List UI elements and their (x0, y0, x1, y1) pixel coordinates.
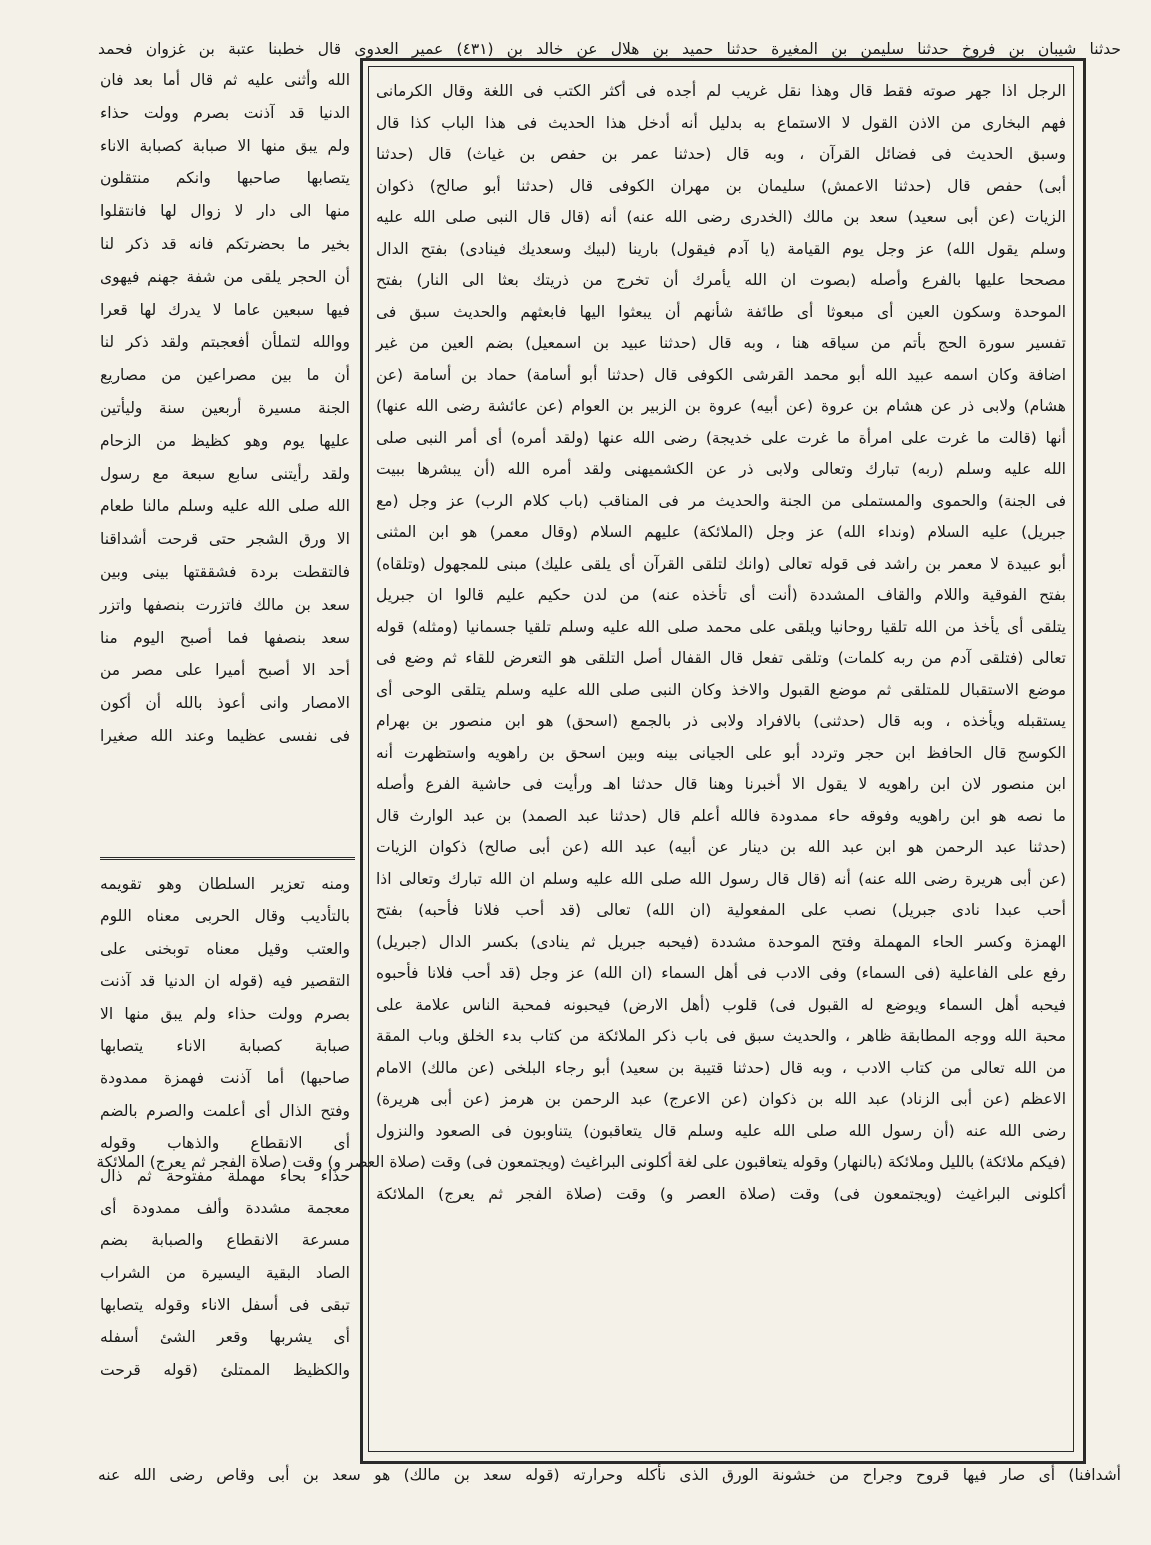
margin-text-line: الامصار وانى أعوذ بالله أن أكون (100, 694, 350, 713)
margin-gloss-line: ومنه تعزير السلطان وهو تقويمه (100, 875, 350, 893)
main-text-line: أنها (قالت ما غرت على امرأة ما غرت على خديجة) رضى الله عنها (ولقد أمره) أى أمر النبى صلى (376, 428, 1066, 447)
margin-text-line: الله صلى الله عليه وسلم مالنا طعام (100, 497, 350, 516)
main-text-line: الاعظم (عن أبى الزناد) عبد الله بن ذكوان (عن الاعرج) عبد الرحمن بن هرمز (عن أبى هريرة) (376, 1090, 1066, 1108)
main-text-line: الهمزة وكسر الحاء المهملة وفتح الموحدة مشددة (فيحبه جبريل ثم ينادى) بكسر الدال (جبريل) (376, 932, 1066, 951)
margin-gloss-line: معجمة مشددة وألف ممدودة أى (100, 1198, 350, 1217)
margin-text-line: ولم يبق منها الا صبابة كصبابة الاناء (100, 136, 350, 155)
margin-gloss-line: والعتب وقيل معناه توبخنى على (100, 939, 350, 958)
main-text-line: رضى الله عنه (أن رسول الله صلى الله عليه وسلم قال يتعاقبون) يتناوبون فى الصعود والنزول (376, 1121, 1066, 1140)
main-text-line: فى الجنة) والحموى والمستملى من الجنة والحديث مر فى المناقب (باب كلام الرب) عز وجل (مع (376, 491, 1066, 510)
margin-text-line: فى نفسى عظيما وعند الله صغيرا (100, 726, 350, 745)
margin-text-line: منها الى دار لا زوال لها فانتقلوا (100, 202, 350, 221)
main-text-line: الله عليه وسلم (ربه) تبارك وتعالى ولابى ذر عن الكشميهنى ولقد أمره الله (أن يبشرها ببيت (376, 460, 1066, 478)
margin-gloss-line: مسرعة الانقطاع والصبابة بضم (100, 1231, 350, 1250)
main-text-line: وسلم يقول الله) عز وجل يوم القيامة (يا آدم فيقول) بارينا (لبيك وسعديك فينادى) بفتح الدال (376, 239, 1066, 258)
margin-gloss-line: وفتح الذال أى أعلمت والصرم بالضم (100, 1101, 350, 1120)
main-text-line: (حدثنا عبد الرحمن هو ابن عبد الله بن دينار عن أبيه) عبد الله (عن أبى صالح) ذكوان الزيات (376, 838, 1066, 856)
margin-gloss-line: والكظيظ الممتلئ (قوله قرحت (100, 1360, 350, 1379)
margin-hadith-column (100, 64, 350, 854)
main-text-line: تفسير سورة الحج بأتم من سياقه هنا ، وبه قال (حدثنا عبيد بن اسمعيل) بضم العين من غير (376, 334, 1066, 352)
top-running-line: حدثنا شيبان بن فروخ حدثنا سليمن بن المغيرة حدثنا حميد بن هلال عن خالد بن (٤٣١) عمير العدوى قال خطبنا عتبة بن غزوان فحمد (98, 40, 1121, 58)
margin-text-line: الدنيا قد آذنت بصرم وولت حذاء (100, 103, 350, 122)
main-text-line: وسبق الحديث فى فضائل القرآن ، وبه قال (حدثنا عمر بن حفص بن غياث) قال (حدثنا (376, 145, 1066, 163)
margin-text-line: الجنة مسيرة أربعين سنة وليأتين (100, 398, 350, 417)
margin-gloss-line: بصرم وولت حذاء ولم يبق منها الا (100, 1004, 350, 1023)
main-text-line: أبى) حفص قال (حدثنا الاعمش) سليمان بن مهران الكوفى قال (حدثنا أبو صالح) ذكوان (376, 176, 1066, 195)
margin-text-line: ووالله لتملأن أفعجبتم ولقد ذكر لنا (100, 333, 350, 352)
main-text-line: أحب عبدا نادى جبريل) نصب على المفعولية (ان الله) تعالى (قد أحب فلانا فأحبه) بفتح (376, 901, 1066, 919)
main-text-line: ما نصه هو ابن راهويه وفوقه حاء ممدودة فالله أعلم قال (حدثنا عبد الصمد) بن عبد الوارث قال (376, 806, 1066, 825)
margin-text-line: أن الحجر يلقى من شفة جهنم فيهوى (100, 267, 350, 286)
main-text-line: مصححا عليها بالفرع وأصله (بصوت ان الله يأمرك أن تخرج من ذريتك بعثا الى النار) بفتح (376, 271, 1066, 289)
main-text-line: أكلونى البراغيث (ويجتمعون فى) وقت (صلاة العصر و) وقت (صلاة الفجر ثم يعرج) الملائكة (376, 1184, 1066, 1203)
margin-gloss-line: صاحبها) أما آذنت فهمزة ممدودة (100, 1069, 350, 1088)
margin-divider (100, 857, 355, 860)
bottom-running-line: أشدافنا) أى صار فيها قروح وجراح من خشونة الورق الذى نأكله وحرارته (قوله سعد بن مالك) هو سعد بن أبى وقاص رضى الله عنه (98, 1466, 1121, 1484)
main-text-line: فهم البخارى من الاذن القول لا الاستماع به بدليل أنه أدخل هذا الحديث فى هذا الباب كذا قال (376, 113, 1066, 132)
margin-gloss-line: تبقى فى أسفل الاناء وقوله يتصابها (100, 1296, 350, 1315)
margin-gloss-line: التقصير فيه (قوله ان الدنيا قد آذنت (100, 972, 350, 991)
main-text-line: (فيكم ملائكة) بالليل وملائكة (بالنهار) وقوله يتعاقبون على لغة أكلونى البراغيث (ويجتمعون فى) وقت (صلاة العصر و) وقت (صلاة الفجر ثم يعرج) الملائكة (96, 1153, 1066, 1171)
margin-text-line: فيها سبعين عاما لا يدرك لها قعرا (100, 300, 350, 319)
margin-text-line: سعد بن مالك فاتزرت بنصفها واتزر (100, 595, 350, 614)
margin-text-line: بخير ما بحضرتكم فانه قد ذكر لنا (100, 234, 350, 253)
margin-gloss-column (100, 868, 350, 1458)
margin-text-line: الله وأثنى عليه ثم قال أما بعد فان (100, 71, 350, 89)
main-text-line: بفتح الفوقية واللام والقاف المشددة (أنت أى تأخذه عنه) من لدن حكيم عليم قالوا ان جبريل (376, 586, 1066, 604)
margin-text-line: الا ورق الشجر حتى قرحت أشداقنا (100, 530, 350, 549)
main-text-line: اضافة وكان اسمه عبيد الله أبو محمد القرشى الكوفى قال (حدثنا أبو أسامة) حماد بن أسامة (عن (376, 365, 1066, 384)
margin-gloss-line: صبابة كصبابة الاناء يتصابها (100, 1036, 350, 1055)
main-text-line: محبة الله ووجه المطابقة ظاهر ، والحديث سبق فى باب ذكر الملائكة من كتاب بدء الخلق وباب المقة (376, 1027, 1066, 1045)
margin-gloss-line: أى يشربها وقعر الشئ أسفله (100, 1328, 350, 1347)
margin-text-line: عليها يوم وهو كظيظ من الزحام (100, 431, 350, 450)
main-text-line: يستقبله ويأخذه ، وبه قال (حدثنى) بالافراد ولابى ذر بالجمع (اسحق) هو ابن منصور بن بهرام (376, 712, 1066, 730)
main-text-line: يتلقى أى يأخذ من الله تلقيا روحانيا ويلقى على محمد صلى الله عليه وسلم تلقيا جسمانيا (ومثله) قوله (376, 617, 1066, 636)
main-text-line: ابن منصور لان ابن راهويه لا يقول الا أخبرنا وهنا قال حدثنا اهـ ورأيت فى حاشية الفرع وأصله (376, 775, 1066, 793)
main-text-line: أبو عبيدة لا معمر بن راشد فى قوله تعالى (وانك لتلقى القرآن أى يلقى عليك) مبنى للمجهول (وتلقاه) (376, 554, 1066, 573)
main-text-line: الكوسج قال الحافظ ابن حجر وتردد أبو على الجيانى بينه وبين اسحق بن راهويه واستظهرت أنه (376, 743, 1066, 762)
main-text-line: (عن أبى هريرة رضى الله عنه) أنه (قال قال رسول الله صلى الله عليه وسلم ان الله تبارك وتعالى اذا (376, 869, 1066, 888)
margin-text-line: يتصابها صاحبها وانكم منتقلون (100, 169, 350, 188)
margin-text-line: أن ما بين مصراعين من مصاريع (100, 366, 350, 385)
margin-text-line: سعد بنصفها فما أصبح اليوم منا (100, 628, 350, 647)
margin-gloss-line: الصاد البقية اليسيرة من الشراب (100, 1263, 350, 1282)
margin-gloss-line: حذاء بحاء مهملة مفتوحة ثم ذال (100, 1166, 350, 1185)
margin-gloss-line: أى الانقطاع والذهاب وقوله (100, 1134, 350, 1153)
margin-text-line: أحد الا أصبح أميرا على مصر من (100, 661, 350, 680)
main-text-line: الموحدة وسكون العين أى مبعوثا أى طائفة شأنهم أن يبعثوا اليها فابعثهم والحديث سبق فى (376, 302, 1066, 321)
main-text-line: رفع على الفاعلية (فى السماء) وفى الادب فى أهل السماء (ان الله) عز وجل (قد أحب فلانا فأحبوه (376, 964, 1066, 982)
main-text-line: موضع الاستقبال للمتلقى ثم موضع القبول والاخذ وكان النبى صلى الله عليه وسلم يتلقى الوحى أى (376, 680, 1066, 699)
margin-text-line: ولقد رأيتنى سابع سبعة مع رسول (100, 464, 350, 483)
main-text-line: فيحبه أهل السماء ويوضع له القبول فى) قلوب (أهل الارض) فيحبونه فمحبة الناس علامة على (376, 995, 1066, 1014)
main-text-line: جبريل) عليه السلام (ونداء الله) عز وجل (الملائكة) عليهم السلام (وقال معمر) هو ابن المثنى (376, 523, 1066, 541)
margin-gloss-line: بالتأديب وقال الحربى معناه اللوم (100, 907, 350, 926)
main-text-line: هشام) ولابى ذر عن هشام بن عروة (عن أبيه) عروة بن الزبير بن العوام (عن عائشة رضى الله عنها) (376, 397, 1066, 415)
margin-text-line: فالتقطت بردة فشققتها بينى وبين (100, 562, 350, 581)
main-text-line: من الله تعالى من كتاب الادب ، وبه قال (حدثنا قتيبة بن سعيد) أبو رجاء البلخى (عن مالك) الامام (376, 1058, 1066, 1077)
main-text-line: تعالى (فتلقى آدم من ربه كلمات) وتلقى تفعل قال القفال أصل التلقى هو التعرض للقاء ثم وضع فى (376, 649, 1066, 667)
main-text-line: الرجل اذا جهر صوته فقط قال وهذا نقل غريب لم أجده فى أكثر الكتب فى اللغة وقال الكرمانى (376, 82, 1066, 100)
main-text-line: الزيات (عن أبى سعيد) سعد بن مالك (الخدرى رضى الله عنه) أنه (قال قال النبى صلى الله عليه (376, 208, 1066, 226)
